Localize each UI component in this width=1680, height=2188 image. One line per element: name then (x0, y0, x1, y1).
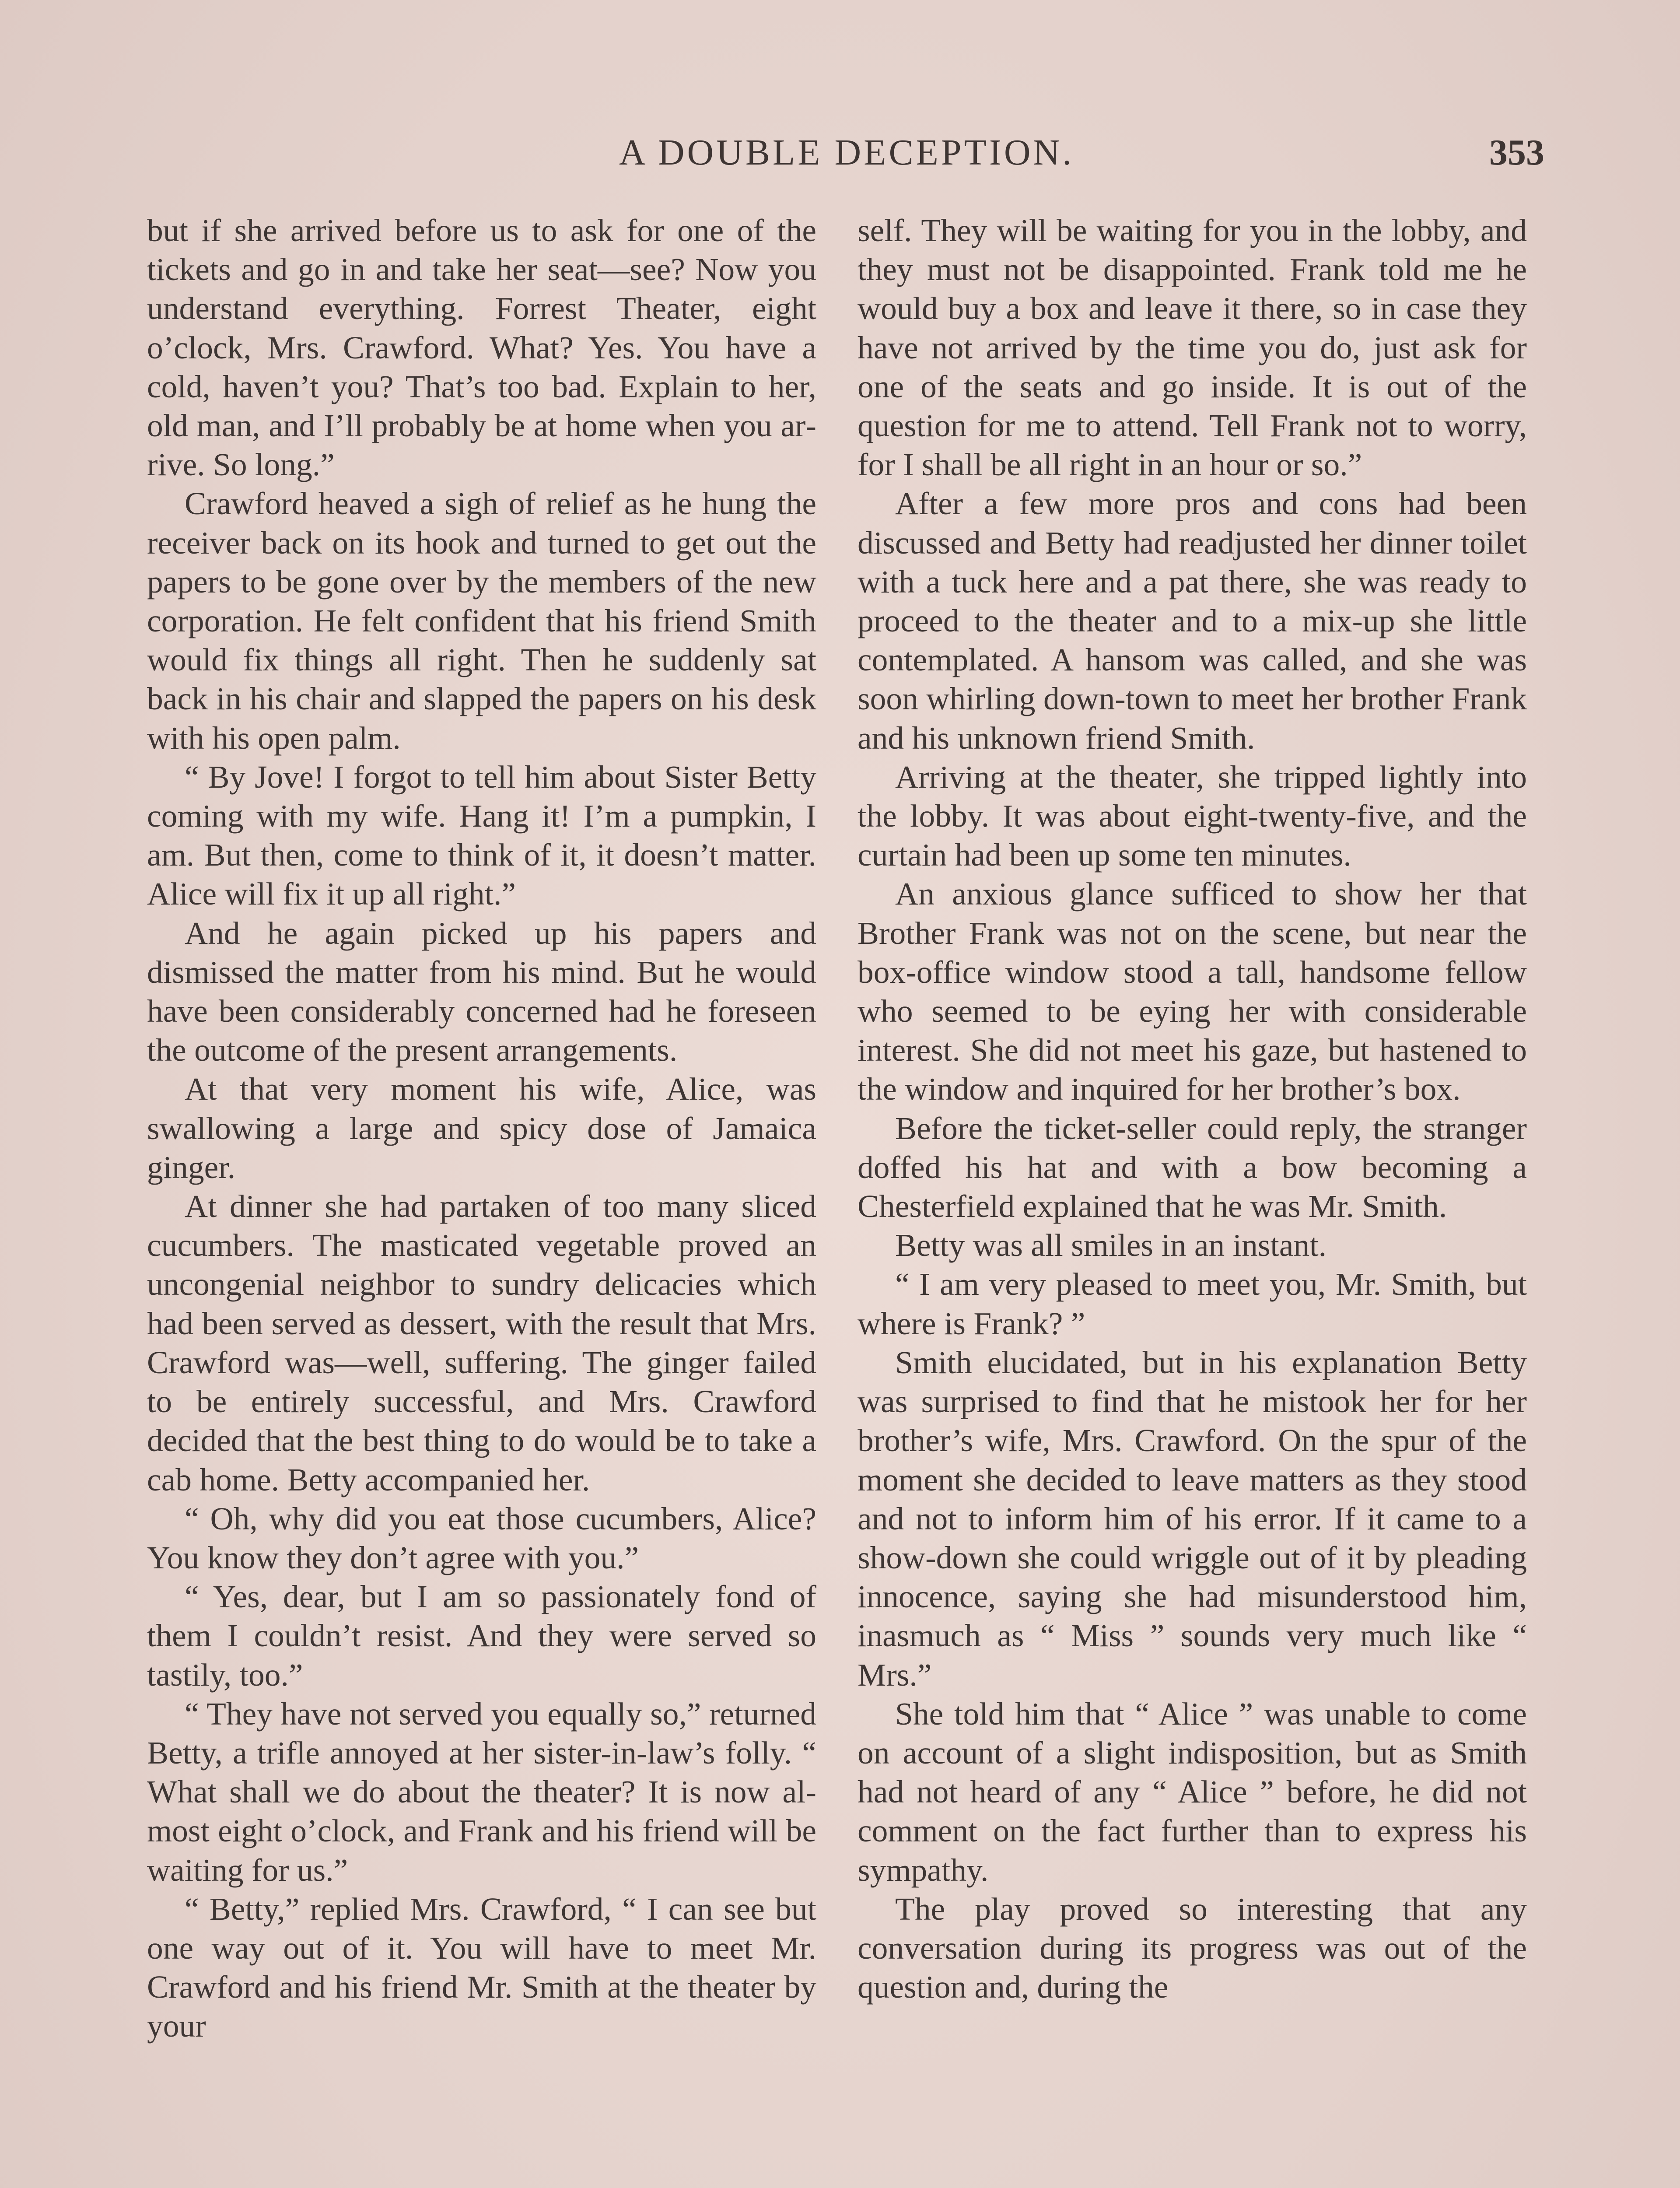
paragraph: She told him that “ Alice ” was unable to come on account of a slight indisposition, but as Smith had not heard of any “ Alice ” before, he did not comment on the fact further than to express his sympathy. (858, 1696, 1527, 1888)
paragraph: Crawford heaved a sigh of relief as he hung the receiver back on its hook and turned to get out the papers to be gone over by the members of the new corporation. He felt confident that his friend Smith would fix things all right. Then he suddenly sat back in his chair and slapped the papers on his desk with his open palm. (147, 486, 816, 756)
paragraph: The play proved so interesting that any conversation during its progress was out of the question and, during the (858, 1891, 1527, 2005)
paragraph: Smith elucidated, but in his explanation Betty was surprised to find that he mistook her for her brother’s wife, Mrs. Crawford. On the spur of the moment she decided to leave matters as they stood and not to inform him of his error. If it came to a show-down she could wriggle out of it by pleading innocence, saying she had misunderstood him, inasmuch as “ Miss ” sounds very much like “ Mrs.” (858, 1344, 1527, 1693)
paragraph: Betty was all smiles in an instant. (895, 1227, 1327, 1263)
paragraph: “ Oh, why did you eat those cucumbers, Alice? You know they don’t agree with you.” (147, 1501, 816, 1575)
paragraph: “ I am very pleased to meet you, Mr. Smith, but where is Frank? ” (858, 1266, 1527, 1341)
right-column (858, 211, 1527, 2006)
paragraph: And he again picked up his papers and dismissed the matter from his mind. But he would have been considerably concerned had he foreseen the outcome of the present arrangements. (147, 915, 816, 1068)
paragraph: “ Betty,” replied Mrs. Crawford, “ I can see but one way out of it. You will have to meet Mr. Crawford and his friend Mr. Smith at the theater by your (147, 1891, 816, 2044)
paragraph: At dinner she had partaken of too many sliced cucumbers. The masticated vegetable proved an uncongenial neighbor to sundry delicacies which had been served as dessert, with the result that Mrs. Crawford was—well, suffering. The ginger failed to be entirely successful, and Mrs. Crawford decided that the best thing to do would be to take a cab home. Betty accompanied her. (147, 1189, 816, 1497)
left-column (147, 211, 816, 2046)
paragraph: but if she arrived before us to ask for one of the tickets and go in and take her seat—see? Now you understand everything. Forrest Theater, eight o’clock, Mrs. Crawford. What? Yes. You have a cold, haven’t you? That’s too bad. Explain to her, old man, and I’ll probably be at home when you arrive. So long.” (147, 213, 816, 483)
paragraph: Arriving at the theater, she tripped lightly into the lobby. It was about eight-twenty-five, and the curtain had been up some ten minutes. (858, 759, 1527, 873)
paragraph: At that very moment his wife, Alice, was swallowing a large and spicy dose of Jamaica ginger. (147, 1071, 816, 1185)
paragraph: An anxious glance sufficed to show her that Brother Frank was not on the scene, but near the box-office window stood a tall, handsome fellow who seemed to be eying her with considerable interest. She did not meet his gaze, but hastened to the window and inquired for her brother’s box. (858, 876, 1527, 1107)
paragraph: “ Yes, dear, but I am so passionately fond of them I couldn’t resist. And they were served so tastily, too.” (147, 1579, 816, 1693)
paragraph: “ They have not served you equally so,” returned Betty, a trifle annoyed at her sister-in-law’s folly. “ What shall we do about the theater? It is now almost eight o’clock, and Frank and his friend will be waiting for us.” (147, 1696, 816, 1888)
paragraph: self. They will be waiting for you in the lobby, and they must not be disappointed. Frank told me he would buy a box and leave it there, so in case they have not arrived by the time you do, just ask for one of the seats and go inside. It is out of the question for me to attend. Tell Frank not to worry, for I shall be all right in an hour or so.” (858, 213, 1527, 483)
paragraph: “ By Jove! I forgot to tell him about Sister Betty coming with my wife. Hang it! I’m a pumpkin, I am. But then, come to think of it, it doesn’t matter. Alice will fix it up all right.” (147, 759, 816, 912)
page-header (149, 131, 1544, 179)
paragraph: Before the ticket-seller could reply, the stranger doffed his hat and with a bow becoming a Chesterfield explained that he was Mr. Smith. (858, 1110, 1527, 1224)
page-number: 353 (1489, 132, 1544, 173)
paragraph: After a few more pros and cons had been discussed and Betty had readjusted her dinner toilet with a tuck here and a pat there, she was ready to proceed to the theater and to a mix-up she little contemplated. A hansom was called, and she was soon whirling down-town to meet her brother Frank and his unknown friend Smith. (858, 486, 1527, 756)
running-title: A DOUBLE DECEPTION. (619, 132, 1074, 173)
